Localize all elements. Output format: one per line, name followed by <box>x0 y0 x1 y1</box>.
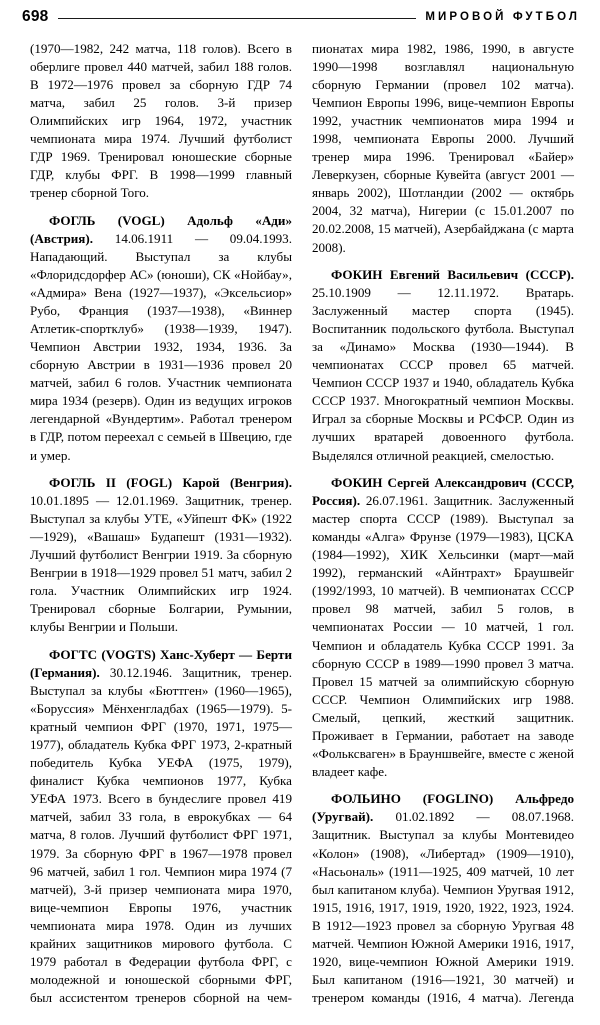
entry-body: 10.01.1895 — 12.01.1969. Защитник, тренер. Выступал за клубы УТЕ, «Уйпешт ФК» (1922—1929), «Вашаш» Будапешт (1931—1932). Лучший футболист Венгрии 1919. За сборную Венгрии в 1918—1929 провел 51 матч, забил 2 гола. Участник Олимпийских игр 1924. Тренировал сборные Болгарии, Румынии, клубы Венгрии и Польши. <box>30 493 292 635</box>
left-column <box>30 40 293 1005</box>
entry-headword: ФОЛЬИНО (FOGLINO) Альфредо (Уругвай). <box>312 791 574 825</box>
entry-body: 26.07.1961. Защитник. Заслуженный мастер спорта СССР (1989). Выступал за команды «Алга» Фрунзе (1979—1983), ЦСКА (1984—1992), ХИК Хельсинки (март—май 1992), германский «Айнтрахт» Браушвейг (1992/1993, 10 матчей). В чемпионатах СССР провел 98 матчей, забил 5 голов, в чемпионатах России — 10 матчей, 1 гол. Чемпион и обладатель Кубка СССР 1991. За сборную СССР в 1989—1990 провел 3 матча. Провел 15 матчей за олимпийскую сборную СССР. Чемпион Олимпийских игр 1988. Смелый, цепкий, жесткий защитник. Проживает в Германии, работает на заводе «Фольксваген» в Брауншвейге, вместе с женой владеет кафе. <box>312 493 575 779</box>
entry-vogl-adolf <box>30 212 292 465</box>
entry-vogts-continued <box>312 40 574 257</box>
entry-body: 14.06.1911 — 09.04.1993. Нападающий. Выступал за клубы «Флоридсдорфер АС» (юноши), СК «Нойбау», «Адмира» Вена (1927—1937), «Эксельсиор» Рубо, Франция (1937—1938), «Виннер Атлетик-спортклуб» (1938—1939, 1947). Чемпион Австрии 1932, 1934, 1936. За сборную Австрии в 1931—1936 провел 20 матчей, забил 6 голов. Участник чемпионата мира 1934 (резерв). Один из ведущих игроков легендарной «Вундертим». Работал тренером в ГДР, потом переехал с семьей в Швецию, где и умер. <box>30 230 292 463</box>
entry-headword: ФОКИН Евгений Васильевич (СССР). <box>331 267 574 283</box>
entry-body: (1970—1982, 242 матча, 118 голов). Всего в оберлиге провел 440 матчей, забил 188 голов. В 1972—1976 провел за сборную ГДР 74 матча, забил 25 голов. 3-й призер Олимпийских игр 1964, 1972, участник чемпионата мира 1974. Лучший футболист ГДР 1969. Тренировал юношеские сборные ГДР, клубы ФРГ. В 1998—1999 главный тренер сборной Того. <box>30 41 292 201</box>
entry-vogts-berti <box>30 646 292 1025</box>
entry-headword: ФОКИН Сергей Александрович (СССР, Россия). <box>312 475 574 509</box>
entry-fokin-evgeniy <box>312 266 574 465</box>
entry-body: 01.02.1892 — 08.07.1968. Защитник. Выступал за клубы Монтевидео «Колон» (1908), «Либертад» (1909—1910), «Насьональ» (1911—1925, 409 матчей, 10 лет был капитаном клуба). Чемпион Уругвая 1912, 1915, 1916, 1917, 1919, 1920, 1922, 1923, 1924. В 1912—1923 провел за сборную Уругвая 48 матчей. Чемпион Южной Америки 1916, 1917, 1920, вице-чемпион Южной Америки 1919. Был капитаном (1916—1921, 30 матчей) и тренером команды (1916, 4 матча). Легенда <box>312 809 574 1005</box>
page-number: 698 <box>22 8 49 26</box>
entry-body: 25.10.1909 — 12.11.1972. Вратарь. Заслуженный мастер спорта (1945). Воспитанник подольского футбола. Выступал за «Динамо» Москва (1930—1944). В чемпионатах СССР провел 65 матчей. Чемпион СССР 1937 и 1940, обладатель Кубка СССР 1937. Многократный чемпион Москвы. Играл за сборные Москвы и РСФСР. Один из лучших вратарей довоенного футбола. Выделялся отличной реакцией, смелостью. <box>312 285 574 463</box>
entry-fogl-karoy <box>30 474 292 636</box>
running-head-rule <box>58 18 416 19</box>
running-head <box>0 0 600 34</box>
body-columns <box>30 40 575 1005</box>
entry-headword: ФОГТС (VOGTS) Ханс-Хуберт — Берти (Германия). <box>30 647 292 681</box>
right-column <box>312 40 575 1005</box>
entry-fokin-sergey <box>312 474 574 781</box>
running-head-title: МИРОВОЙ ФУТБОЛ <box>425 11 580 23</box>
entry-vogel-continued <box>30 40 292 202</box>
entry-body: пионатах мира 1982, 1986, 1990, в августе 1990—1998 возглавлял национальную сборную Германии (провел 102 матча). Чемпион Европы 1996, вице-чемпион Европы 1992, участник чемпионатов мира 1994 и 1998, чемпионата Европы 2000. Лучший тренер мира 1996. Тренировал «Байер» Леверкузен, сборные Кувейта (август 2001 — январь 2002), Шотландии (2002 — октябрь 2004, 32 матча), Нигерии (с 15.01.2007 по 20.02.2008, 15 матчей), Азербайджана (с марта 2008). <box>312 41 574 255</box>
entry-foglino-alfredo <box>312 790 574 1025</box>
entry-headword: ФОГЛЬ II (FOGL) Карой (Венгрия). <box>49 475 292 491</box>
entry-body: 30.12.1946. Защитник, тренер. Выступал за клубы «Бюттген» (1960—1965), «Боруссия» Мёнхенгладбах (1965—1979). 5-кратный чемпион ФРГ (1970, 1971, 1975—1977), обладатель Кубка ФРГ 1973, 2-кратный победитель Кубка УЕФА (1975, 1979), финалист Кубка чемпионов 1977, Кубка УЕФА 1973. Всего в бундеслиге провел 419 матчей, забил 33 гола, в еврокубках — 64 матча, 8 голов. Лучший футболист ФРГ 1971, 1979. За сборную ФРГ в 1967—1978 провел 96 матчей, забил 1 гол. Чемпион мира 1974 (7 матчей), 3-й призер чемпионата мира 1970, вице-чемпион Европы 1976, участник чемпионата мира 1978. Один из лучших крайних защитников мирового футбола. С 1979 работал в Федерации футбола ФРГ, с молодежной и юношеской сборными ФРГ, был ассистентом тренеров сборной на чем- <box>30 665 293 1005</box>
entry-headword: ФОГЛЬ (VOGL) Адольф «Ади» (Австрия). <box>30 212 292 246</box>
